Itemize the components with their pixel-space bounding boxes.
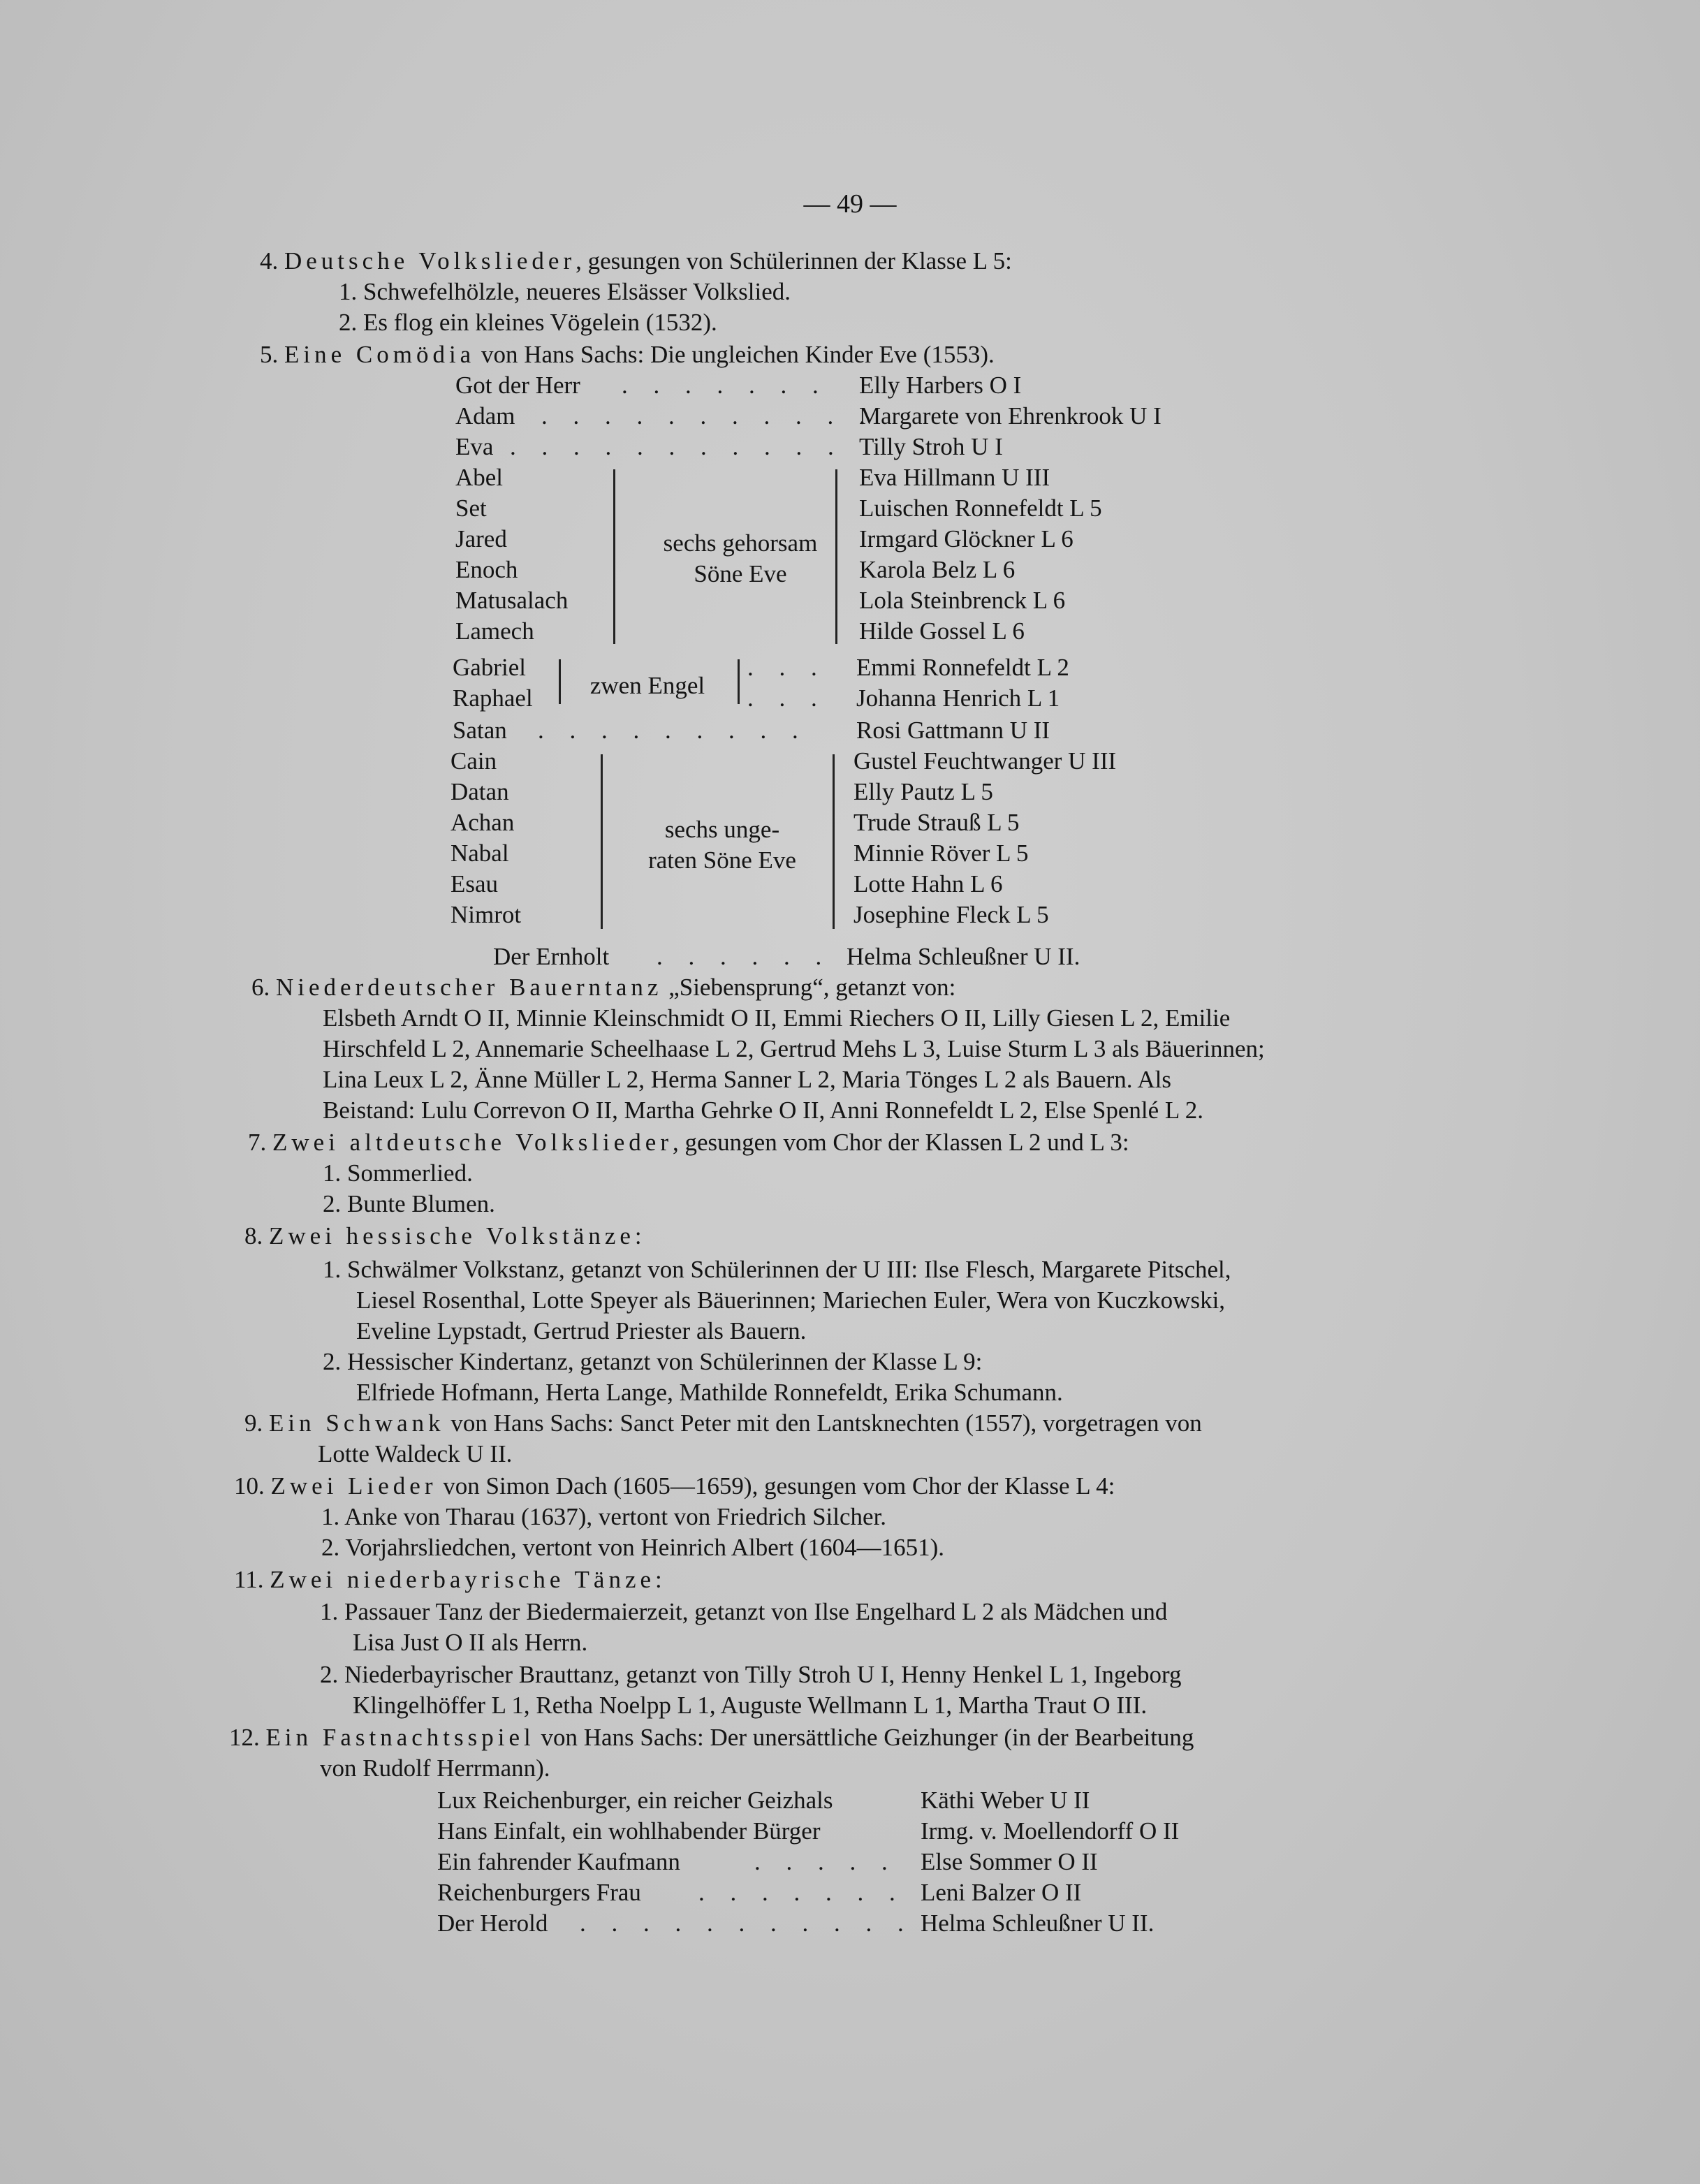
cast-actor: Minnie Röver L 5 <box>853 840 1029 867</box>
item-text: von Hans Sachs: Sanct Peter mit den Lantsknechten (1557), vorgetragen von <box>444 1409 1202 1437</box>
item-8-sub-1-line-3: Eveline Lypstadt, Gertrud Priester als Bauern. <box>356 1317 807 1344</box>
cast-actor: Elly Pautz L 5 <box>853 778 993 805</box>
item-6-line-2: Hirschfeld L 2, Annemarie Scheelhaase L 2, Gertrud Mehs L 3, Luise Sturm L 3 als Bäuerinnen; <box>323 1035 1265 1062</box>
item-12-line-2: von Rudolf Herrmann). <box>320 1754 550 1782</box>
item-text: , gesungen von Schülerinnen der Klasse L 5: <box>576 247 1012 274</box>
group-label: sechs unge- <box>664 816 780 843</box>
item-text: : <box>634 1222 642 1249</box>
cast-actor: Lola Steinbrenck L 6 <box>859 587 1066 614</box>
cast-role: Adam <box>455 402 515 430</box>
cast-role: Enoch <box>455 556 518 583</box>
cast-actor: Emmi Ronnefeldt L 2 <box>856 654 1069 681</box>
item-text: von Hans Sachs: Der unersättliche Geizhunger (in der Bearbeitung <box>534 1724 1194 1751</box>
page-number: — 49 — <box>803 189 897 219</box>
item-11-sub-1-line-1: 1. Passauer Tanz der Biedermaierzeit, getanzt von Ilse Engelhard L 2 als Mädchen und <box>320 1598 1168 1625</box>
cast-role: Eva <box>455 433 494 460</box>
item-11-heading <box>234 1564 662 1595</box>
cast-actor: Rosi Gattmann U II <box>856 717 1050 744</box>
item-title: Zwei altdeutsche Volkslieder <box>272 1129 673 1156</box>
cast-role: Der Herold <box>437 1910 548 1937</box>
item-4-sub-1: 1. Schwefelhölzle, neueres Elsässer Volkslied. <box>339 278 791 305</box>
cast-dots: . . . . . . <box>657 943 832 970</box>
cast-role: Cain <box>450 747 497 775</box>
cast-dots: . . . . . . . . . . . <box>580 1910 914 1937</box>
cast-actor: Johanna Henrich L 1 <box>856 684 1060 712</box>
cast-actor: Gustel Feuchtwanger U III <box>853 747 1117 775</box>
item-9-line-2: Lotte Waldeck U II. <box>318 1440 513 1467</box>
right-brace-rule <box>835 469 837 644</box>
cast-role: Got der Herr <box>455 372 580 399</box>
cast-actor: Leni Balzer O II <box>921 1879 1082 1906</box>
item-8-sub-2-line-1: 2. Hessischer Kindertanz, getanzt von Schülerinnen der Klasse L 9: <box>323 1348 983 1375</box>
cast-actor: Margarete von Ehrenkrook U I <box>859 402 1162 430</box>
item-title: Zwei hessische Volkstänze <box>269 1222 635 1249</box>
item-number: 9. <box>244 1409 263 1437</box>
item-number: 10. <box>234 1472 265 1500</box>
item-4-sub-2: 2. Es flog ein kleines Vögelein (1532). <box>339 309 717 336</box>
cast-dots: . . . . . . . . . . . <box>541 402 875 430</box>
cast-role: Datan <box>450 778 509 805</box>
cast-role: Ein fahrender Kaufmann <box>437 1848 680 1875</box>
item-11-sub-1-line-2: Lisa Just O II als Herrn. <box>353 1629 588 1656</box>
item-title: Zwei niederbayrische Tänze <box>270 1566 656 1593</box>
item-6-line-3: Lina Leux L 2, Änne Müller L 2, Herma Sanner L 2, Maria Tönges L 2 als Bauern. Als <box>323 1066 1171 1093</box>
item-8-sub-2-line-2: Elfriede Hofmann, Herta Lange, Mathilde Ronnefeldt, Erika Schumann. <box>356 1379 1063 1406</box>
group-label: sechs gehorsam <box>663 529 818 557</box>
item-7-sub-2: 2. Bunte Blumen. <box>323 1190 495 1217</box>
cast-actor: Hilde Gossel L 6 <box>859 617 1025 645</box>
cast-role: Matusalach <box>455 587 569 614</box>
item-8-sub-1-line-2: Liesel Rosenthal, Lotte Speyer als Bäuerinnen; Mariechen Euler, Wera von Kuczkowski, <box>356 1287 1226 1314</box>
item-number: 6. <box>251 974 270 1001</box>
item-11-sub-2-line-1: 2. Niederbayrischer Brauttanz, getanzt von Tilly Stroh U I, Henny Henkel L 1, Ingeborg <box>320 1661 1182 1688</box>
cast-role: Gabriel <box>453 654 526 681</box>
cast-role: Esau <box>450 870 499 897</box>
group-label: zwen Engel <box>589 672 705 699</box>
cast-actor: Lotte Hahn L 6 <box>853 870 1003 897</box>
left-brace-rule <box>601 754 603 929</box>
cast-actor: Karola Belz L 6 <box>859 556 1016 583</box>
group-label: Söne Eve <box>694 560 787 587</box>
cast-role: Der Ernholt <box>493 943 610 970</box>
item-text: von Hans Sachs: Die ungleichen Kinder Eve (1553). <box>475 341 995 368</box>
item-7-heading <box>248 1127 1129 1158</box>
cast-role: Achan <box>450 809 515 836</box>
cast-role: Set <box>455 494 487 522</box>
cast-dots: . . . . . . . . . <box>538 717 808 744</box>
left-brace-rule <box>613 469 615 644</box>
cast-actor: Irmgard Glöckner L 6 <box>859 525 1074 552</box>
item-number: 12. <box>229 1724 260 1751</box>
cast-dots: . . . . . . . . . . . <box>510 433 844 460</box>
cast-actor: Helma Schleußner U II. <box>847 943 1080 970</box>
cast-actor: Elly Harbers O I <box>859 372 1022 399</box>
item-number: 8. <box>244 1222 263 1249</box>
cast-actor: Else Sommer O II <box>921 1848 1098 1875</box>
cast-actor: Tilly Stroh U I <box>859 433 1003 460</box>
item-title: Niederdeutscher Bauerntanz <box>276 974 663 1001</box>
group-label: raten Söne Eve <box>648 847 796 874</box>
item-title: Eine Comödia <box>284 341 476 368</box>
cast-actor: Trude Strauß L 5 <box>853 809 1020 836</box>
item-title: Ein Schwank <box>269 1409 445 1437</box>
cast-actor: Eva Hillmann U III <box>859 464 1050 491</box>
item-7-sub-1: 1. Sommerlied. <box>323 1159 473 1187</box>
cast-role: Jared <box>455 525 507 552</box>
cast-role: Lamech <box>455 617 534 645</box>
item-8-heading <box>244 1221 642 1252</box>
cast-role: Nimrot <box>450 901 522 928</box>
item-5-heading <box>260 339 995 370</box>
item-6-heading <box>251 972 955 1003</box>
item-6-line-1: Elsbeth Arndt O II, Minnie Kleinschmidt O II, Emmi Riechers O II, Lilly Giesen L 2, Emilie <box>323 1004 1231 1032</box>
item-6-line-4: Beistand: Lulu Correvon O II, Martha Gehrke O II, Anni Ronnefeldt L 2, Else Spenlé L 2. <box>323 1097 1204 1124</box>
left-brace-rule <box>559 659 561 704</box>
item-title: Deutsche Volkslieder <box>284 247 576 274</box>
item-number: 5. <box>260 341 279 368</box>
item-text: von Simon Dach (1605—1659), gesungen vom Chor der Klasse L 4: <box>437 1472 1115 1500</box>
cast-dots: . . . <box>747 684 827 712</box>
cast-role: Nabal <box>450 840 509 867</box>
item-10-heading <box>234 1471 1115 1502</box>
cast-role: Raphael <box>453 684 533 712</box>
item-title: Ein Fastnachtsspiel <box>265 1724 535 1751</box>
cast-role: Hans Einfalt, ein wohlhabender Bürger <box>437 1817 821 1845</box>
cast-actor: Helma Schleußner U II. <box>921 1910 1155 1937</box>
item-12-heading <box>229 1722 1194 1753</box>
cast-dots: . . . . . <box>754 1848 897 1875</box>
item-number: 11. <box>234 1566 264 1593</box>
cast-dots: . . . . . . . <box>622 372 828 399</box>
item-11-sub-2-line-2: Klingelhöffer L 1, Retha Noelpp L 1, Auguste Wellmann L 1, Martha Traut O III. <box>353 1692 1148 1719</box>
cast-role: Lux Reichenburger, ein reicher Geizhals <box>437 1787 833 1814</box>
item-text: , gesungen vom Chor der Klassen L 2 und L 3: <box>673 1129 1129 1156</box>
cast-dots: . . . <box>747 654 827 681</box>
cast-dots: . . . . . . . <box>698 1879 905 1906</box>
right-brace-rule <box>738 659 740 704</box>
item-number: 7. <box>248 1129 267 1156</box>
item-4-heading <box>260 246 1012 277</box>
item-title: Zwei Lieder <box>270 1472 437 1500</box>
item-10-sub-1: 1. Anke von Tharau (1637), vertont von Friedrich Silcher. <box>321 1503 887 1530</box>
item-text: : <box>655 1566 662 1593</box>
item-8-sub-1-line-1: 1. Schwälmer Volkstanz, getanzt von Schülerinnen der U III: Ilse Flesch, Margarete Pitschel, <box>323 1256 1231 1283</box>
cast-actor: Josephine Fleck L 5 <box>853 901 1049 928</box>
item-10-sub-2: 2. Vorjahrsliedchen, vertont von Heinrich Albert (1604—1651). <box>321 1534 945 1561</box>
item-text: „Siebensprung“, getanzt von: <box>662 974 956 1001</box>
cast-actor: Luischen Ronnefeldt L 5 <box>859 494 1102 522</box>
item-number: 4. <box>260 247 279 274</box>
cast-role: Abel <box>455 464 504 491</box>
cast-role: Satan <box>453 717 507 744</box>
cast-role: Reichenburgers Frau <box>437 1879 641 1906</box>
right-brace-rule <box>833 754 835 929</box>
cast-actor: Irmg. v. Moellendorff O II <box>921 1817 1180 1845</box>
cast-actor: Käthi Weber U II <box>921 1787 1090 1814</box>
item-9-heading <box>244 1408 1202 1439</box>
